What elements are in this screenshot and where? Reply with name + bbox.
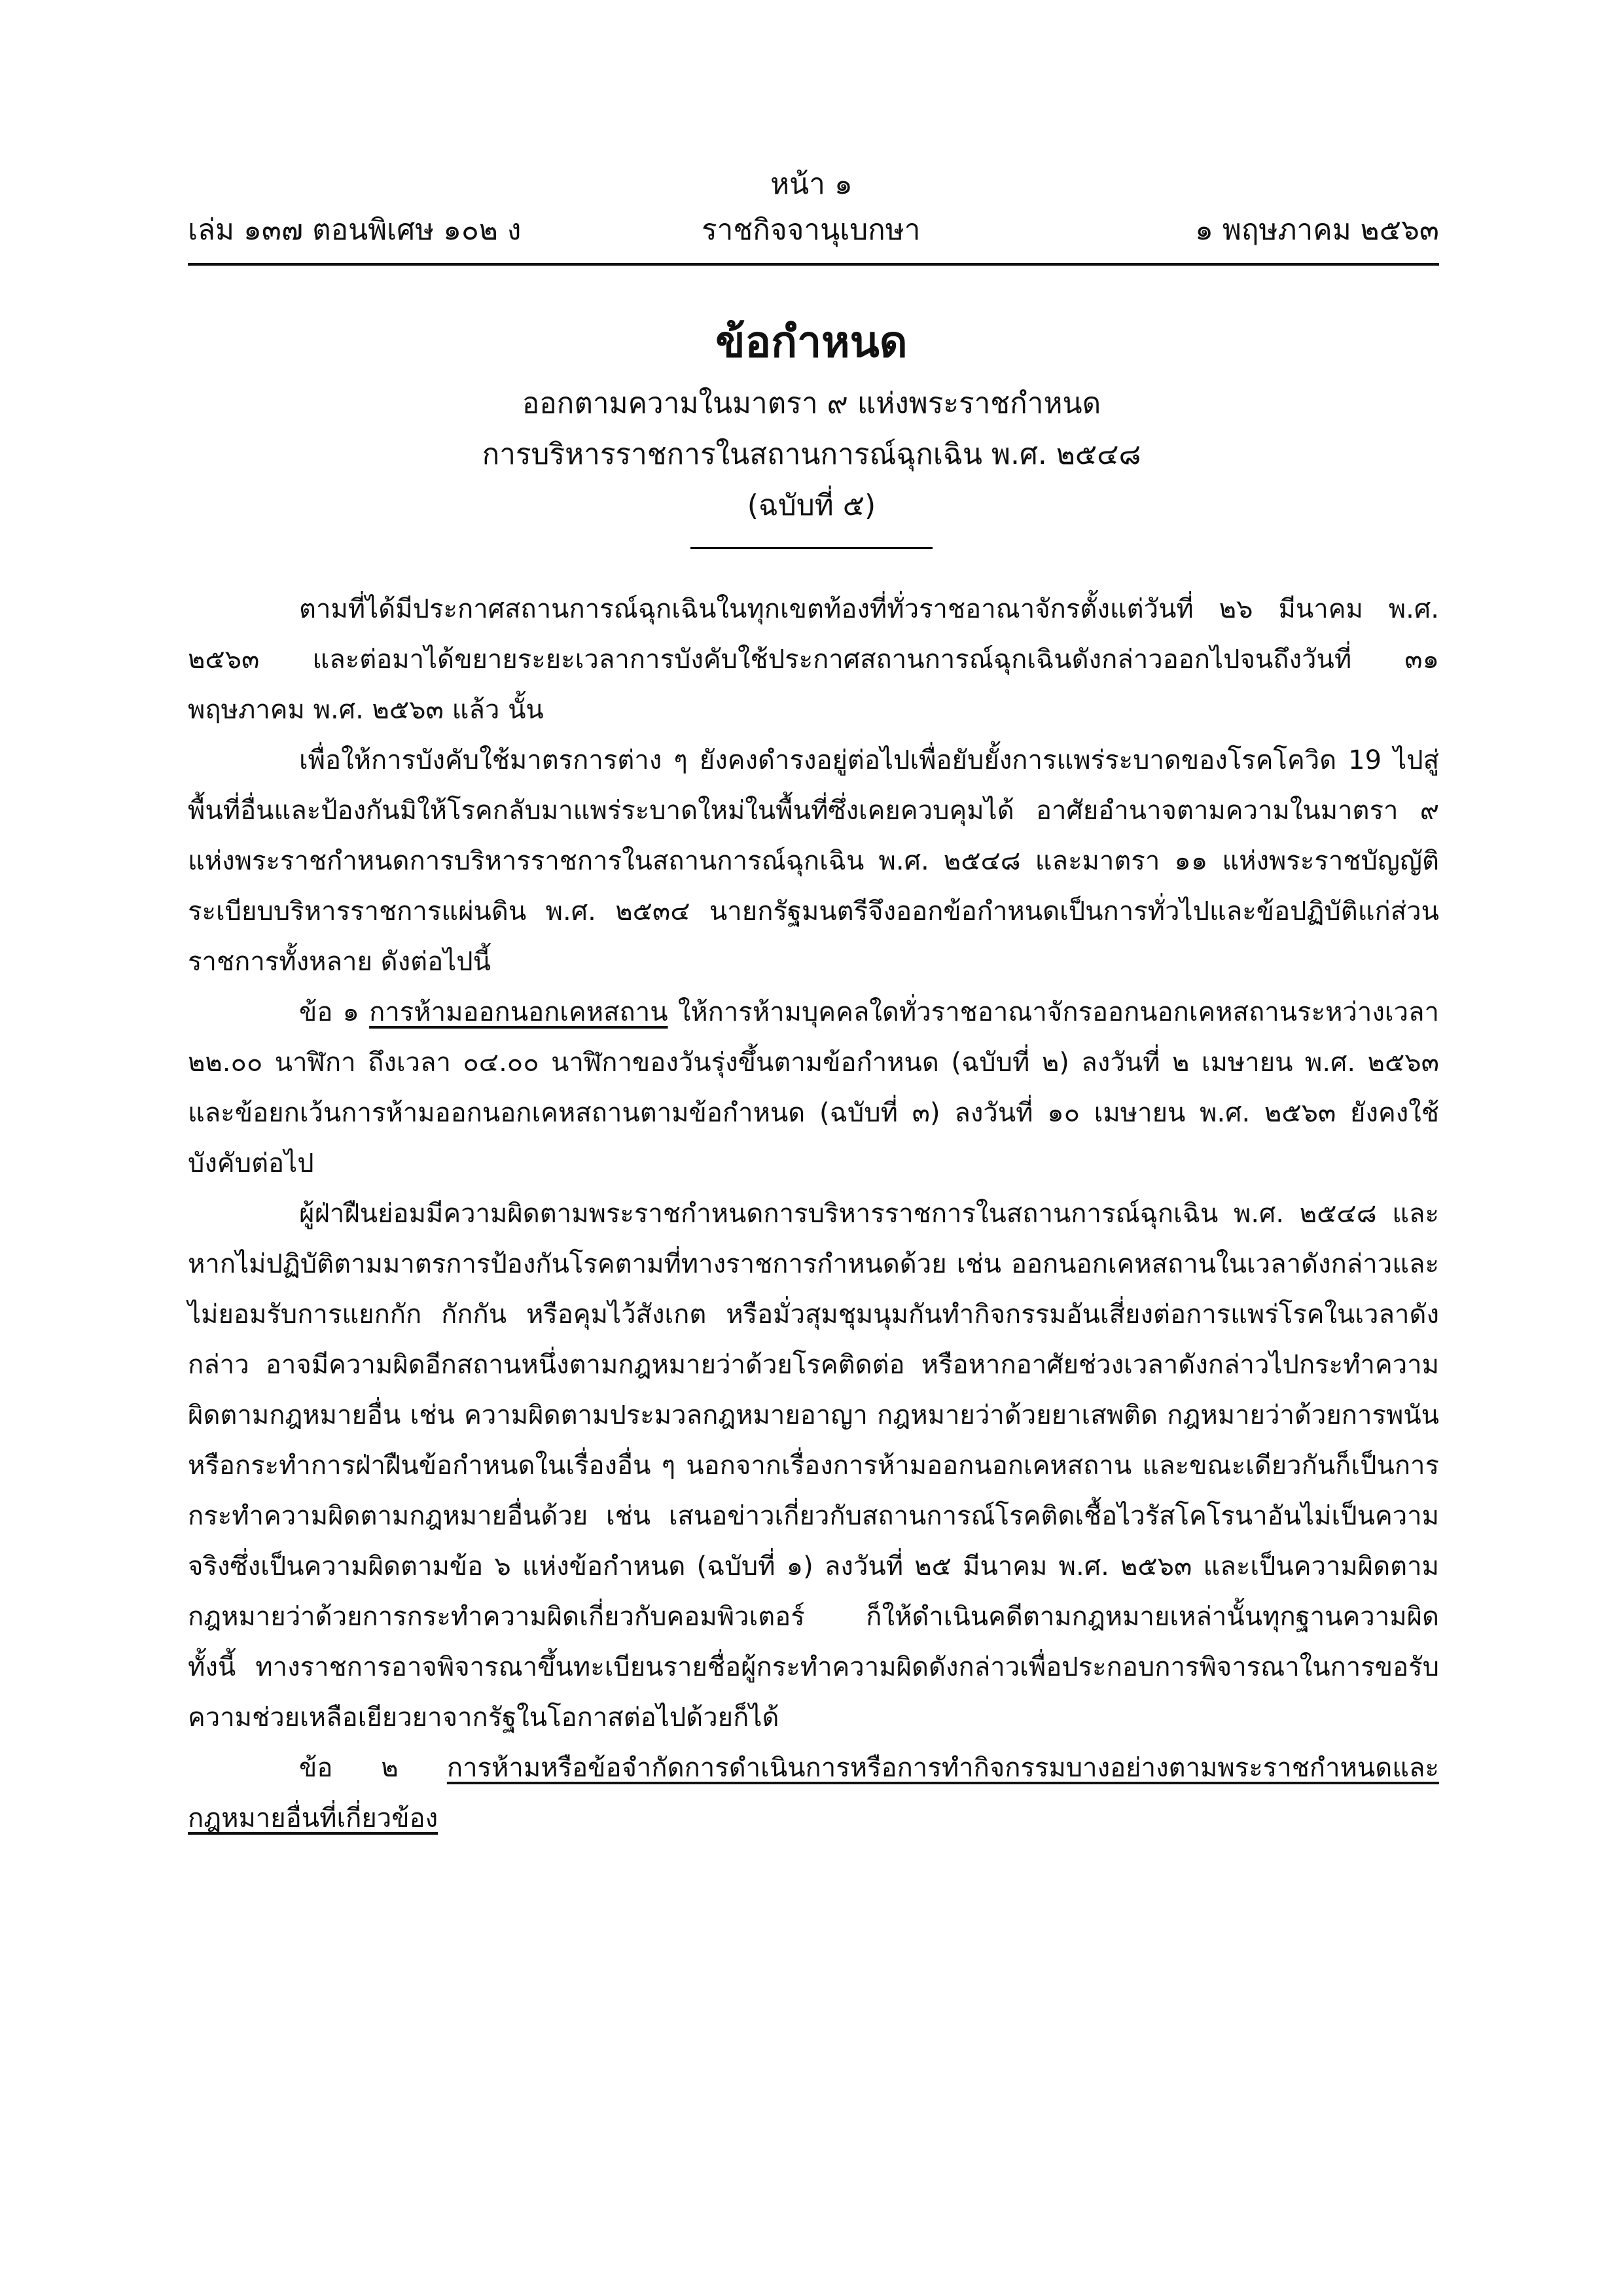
clause-1-heading: การห้ามออกนอกเคหสถาน [369, 997, 668, 1027]
clause-2-number: ข้อ ๒ [299, 1753, 447, 1783]
page-number: หน้า ๑ [770, 168, 853, 201]
paragraph-clause-2 [188, 1743, 1439, 1844]
publication-date: ๑ พฤษภาคม ๒๕๖๓ [1194, 213, 1439, 247]
gazette-name: ราชกิจจานุเบกษา [702, 213, 921, 247]
paragraph-preamble: ตามที่ได้มีประกาศสถานการณ์ฉุกเฉินในทุกเขตท้องที่ทั่วราชอาณาจักรตั้งแต่วันที่ ๒๖ มีนาคม พ.ศ. ๒๕๖๓ และต่อมาได้ขยายระยะเวลาการบังคับใช้ประกาศสถานการณ์ฉุกเฉินดังกล่าวออกไปจนถึงวันที่ ๓๑ พฤษภาคม พ.ศ. ๒๕๖๓ แล้ว นั้น [188, 594, 1439, 725]
subtitle-line-1: ออกตามความในมาตรา ๙ แห่งพระราชกำหนด [522, 387, 1101, 420]
gazette-header [188, 211, 1439, 266]
volume-info: เล่ม ๑๓๗ ตอนพิเศษ ๑๐๒ ง [188, 213, 522, 247]
paragraph-authority: เพื่อให้การบังคับใช้มาตรการต่าง ๆ ยังคงดำรงอยู่ต่อไปเพื่อยับยั้งการแพร่ระบาดของโรคโควิด 19 ไปสู่พื้นที่อื่นและป้องกันมิให้โรคกลับมาแพร่ระบาดใหม่ในพื้นที่ซึ่งเคยควบคุมได้ อาศัยอำนาจตามความในมาตรา ๙ แห่งพระราชกำหนดการบริหารราชการในสถานการณ์ฉุกเฉิน พ.ศ. ๒๕๔๘ และมาตรา ๑๑ แห่งพระราชบัญญัติระเบียบบริหารราชการแผ่นดิน พ.ศ. ๒๕๓๔ นายกรัฐมนตรีจึงออกข้อกำหนดเป็นการทั่วไปและข้อปฏิบัติแก่ส่วนราชการทั้งหลาย ดังต่อไปนี้ [188, 745, 1439, 977]
title-block [0, 306, 1623, 531]
document-body [188, 584, 1439, 1844]
clause-2-heading: การห้ามหรือข้อจำกัดการดำเนินการหรือการทำกิจกรรมบางอย่างตามพระราชกำหนดและกฎหมายอื่นที่เกี่ยวข้อง [188, 1753, 1439, 1833]
subtitle-line-2: การบริหารราชการในสถานการณ์ฉุกเฉิน พ.ศ. ๒๕๔๘ [482, 438, 1141, 471]
document-title: ข้อกำหนด [715, 317, 908, 367]
edition-number: (ฉบับที่ ๕) [747, 489, 876, 522]
paragraph-penalty: ผู้ฝ่าฝืนย่อมมีความผิดตามพระราชกำหนดการบริหารราชการในสถานการณ์ฉุกเฉิน พ.ศ. ๒๕๔๘ และหากไม่ปฏิบัติตามมาตรการป้องกันโรคตามที่ทางราชการกำหนดด้วย เช่น ออกนอกเคหสถานในเวลาดังกล่าวและไม่ยอมรับการแยกกัก กักกัน หรือคุมไว้สังเกต หรือมั่วสุมชุมนุมกันทำกิจกรรมอันเสี่ยงต่อการแพร่โรคในเวลาดังกล่าว อาจมีความผิดอีกสถานหนึ่งตามกฎหมายว่าด้วยโรคติดต่อ หรือหากอาศัยช่วงเวลาดังกล่าวไปกระทำความผิดตามกฎหมายอื่น เช่น ความผิดตามประมวลกฎหมายอาญา กฎหมายว่าด้วยยาเสพติด กฎหมายว่าด้วยการพนัน หรือกระทำการฝ่าฝืนข้อกำหนดในเรื่องอื่น ๆ นอกจากเรื่องการห้ามออกนอกเคหสถาน และขณะเดียวกันก็เป็นการกระทำความผิดตามกฎหมายอื่นด้วย เช่น เสนอข่าวเกี่ยวกับสถานการณ์โรคติดเชื้อไวรัสโคโรนาอันไม่เป็นความจริงซึ่งเป็นความผิดตามข้อ ๖ แห่งข้อกำหนด (ฉบับที่ ๑) ลงวันที่ ๒๕ มีนาคม พ.ศ. ๒๕๖๓ และเป็นความผิดตามกฎหมายว่าด้วยการกระทำความผิดเกี่ยวกับคอมพิวเตอร์ ก็ให้ดำเนินคดีตามกฎหมายเหล่านั้นทุกฐานความผิด ทั้งนี้ ทางราชการอาจพิจารณาขึ้นทะเบียนรายชื่อผู้กระทำความผิดดังกล่าวเพื่อประกอบการพิจารณาในการขอรับความช่วยเหลือเยียวยาจากรัฐในโอกาสต่อไปด้วยก็ได้ [188, 1199, 1439, 1733]
title-divider [690, 547, 933, 549]
clause-1-number: ข้อ ๑ [299, 997, 370, 1027]
clause-1-text: ให้การห้ามบุคคลใดทั่วราชอาณาจักรออกนอกเคหสถานระหว่างเวลา ๒๒.๐๐ นาฬิกา ถึงเวลา ๐๔.๐๐ นาฬิกาของวันรุ่งขึ้นตามข้อกำหนด (ฉบับที่ ๒) ลงวันที่ ๒ เมษายน พ.ศ. ๒๕๖๓ และข้อยกเว้นการห้ามออกนอกเคหสถานตามข้อกำหนด (ฉบับที่ ๓) ลงวันที่ ๑๐ เมษายน พ.ศ. ๒๕๖๓ ยังคงใช้บังคับต่อไป [188, 997, 1439, 1178]
paragraph-clause-1 [188, 987, 1439, 1189]
